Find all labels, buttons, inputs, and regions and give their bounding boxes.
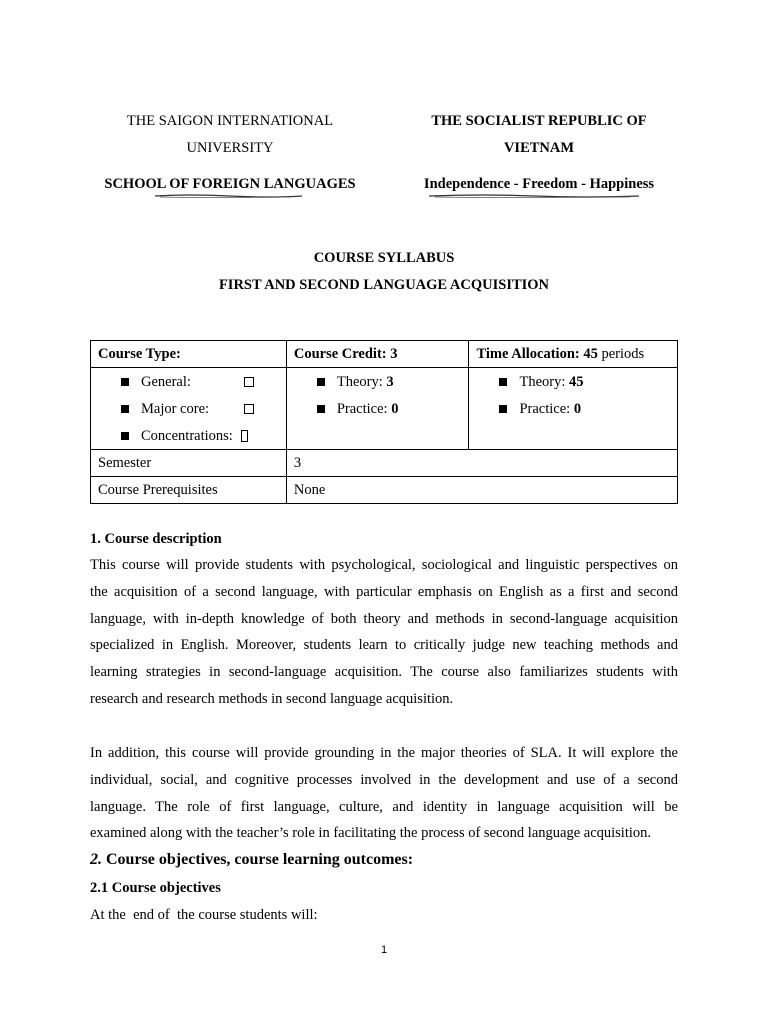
course-info-table: [90, 340, 678, 504]
country-name-line1: THE SOCIALIST REPUBLIC OF: [431, 113, 647, 129]
checkbox-concentrations[interactable]: [241, 430, 248, 442]
paragraph-line: the acquisition of a second language, with particular emphasis on English as a first and second: [90, 583, 678, 600]
section2-title: Course objectives, course learning outcomes:: [106, 851, 414, 868]
course-credit-value: 3: [390, 346, 398, 362]
paragraph-line: examined along with the teacher’s role in facilitating the process of second language acquisition.: [90, 825, 652, 842]
bullet-square-icon: [499, 378, 507, 386]
objectives-intro: At the end of the course students will:: [90, 907, 318, 923]
paragraph-line: language, with in-depth knowledge of both theory and methods in second-language acquisition: [90, 610, 678, 627]
section1-paragraph1: [90, 552, 678, 713]
page-number: 1: [380, 944, 388, 956]
school-name: SCHOOL OF FOREIGN LANGUAGES: [104, 176, 356, 192]
bullet-square-icon: [317, 405, 325, 413]
university-name-line1: THE SAIGON INTERNATIONAL: [126, 113, 334, 129]
time-breakdown: [469, 368, 678, 450]
section2-number: 2.: [90, 851, 102, 868]
course-type-general: General:: [121, 368, 279, 395]
paragraph-line: language. The role of first language, culture, and identity in language acquisition will be: [90, 798, 678, 815]
section2-1-heading: 2.1 Course objectives: [90, 880, 221, 896]
doc-title-line2: FIRST AND SECOND LANGUAGE ACQUISITION: [218, 277, 550, 293]
course-credit-label: Course Credit:: [293, 346, 387, 362]
paragraph-line: This course will provide students with psychological, sociological and linguistic perspectives on: [90, 557, 678, 573]
paragraph-line: In addition, this course will provide grounding in the major theories of SLA. It will explore the: [90, 745, 678, 761]
section2-heading: [90, 851, 413, 869]
credit-practice: Practice: 0: [317, 395, 462, 422]
bullet-square-icon: [121, 405, 129, 413]
bullet-square-icon: [121, 378, 129, 386]
course-type-major-core: Major core:: [121, 395, 279, 422]
time-allocation-value: 45: [583, 346, 598, 362]
course-type-label: Course Type:: [98, 346, 181, 362]
paragraph-line: individual, social, and cognitive processes involved in the development and use of a second: [90, 771, 678, 788]
time-practice: Practice: 0: [499, 395, 670, 422]
prerequisites-value: None: [286, 477, 677, 504]
course-type-cell: [91, 341, 287, 368]
bullet-square-icon: [121, 432, 129, 440]
national-motto: Independence - Freedom - Happiness: [423, 176, 655, 192]
course-credit-cell: [286, 341, 469, 368]
motto-underline: [425, 192, 645, 200]
time-allocation-cell: [469, 341, 678, 368]
semester-label: Semester: [91, 450, 287, 477]
paragraph-line: learning strategies in second-language acquisition. The course also familiarizes students with: [90, 664, 678, 681]
university-name-line2: UNIVERSITY: [186, 140, 274, 156]
section1-heading: 1. Course description: [90, 531, 222, 547]
time-allocation-label: Time Allocation:: [476, 346, 580, 362]
checkbox-general[interactable]: [244, 377, 254, 387]
section1-paragraph2: [90, 740, 678, 847]
paragraph-line: research and research methods in second language acquisition.: [90, 690, 454, 707]
time-allocation-unit: periods: [601, 346, 645, 362]
school-underline: [150, 192, 310, 200]
doc-title-line1: COURSE SYLLABUS: [313, 250, 455, 266]
prerequisites-label: Course Prerequisites: [91, 477, 287, 504]
course-type-options: [91, 368, 287, 450]
semester-value: 3: [286, 450, 677, 477]
time-theory: Theory: 45: [499, 368, 670, 395]
checkbox-major-core[interactable]: [244, 404, 254, 414]
paragraph-line: specialized in English. Moreover, students learn to critically judge new teaching methods and: [90, 637, 678, 654]
country-name-line2: VIETNAM: [503, 140, 575, 156]
bullet-square-icon: [317, 378, 325, 386]
credit-breakdown: [286, 368, 469, 450]
bullet-square-icon: [499, 405, 507, 413]
credit-theory: Theory: 3: [317, 368, 462, 395]
course-type-concentrations: Concentrations:: [121, 422, 279, 449]
